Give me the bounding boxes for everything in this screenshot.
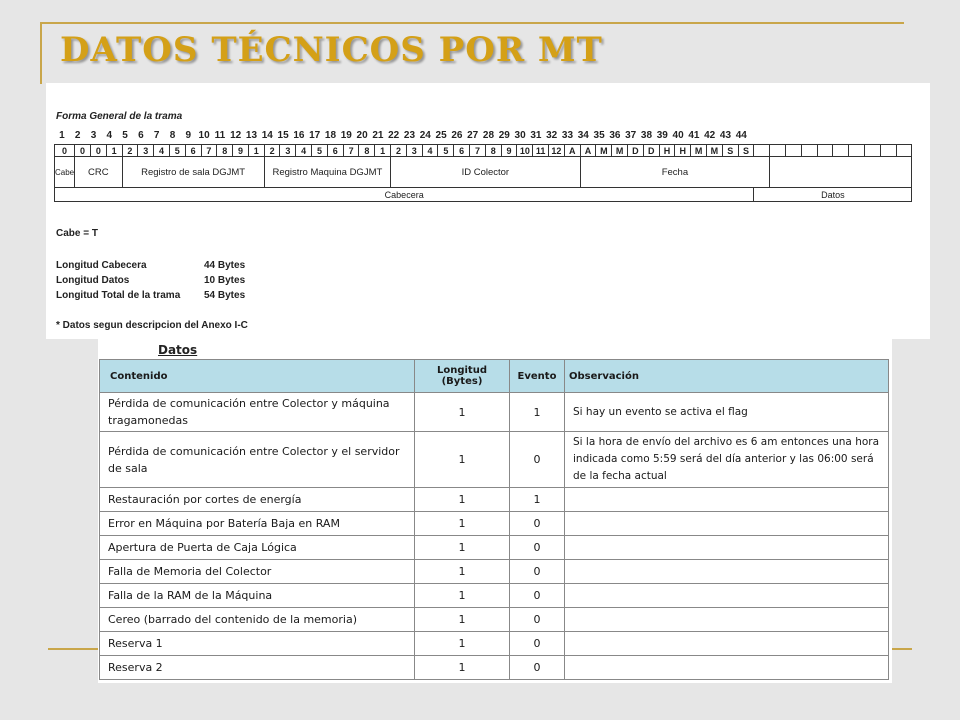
bit-number: 4 <box>106 130 113 141</box>
bit-number: 25 <box>435 130 447 141</box>
frame-cell <box>849 145 865 157</box>
cell-evento: 0 <box>510 584 565 608</box>
bit-number: 26 <box>451 130 463 141</box>
bit-number: 9 <box>185 130 192 141</box>
frame-heading: Forma General de la trama <box>56 111 183 122</box>
frame-cell <box>896 145 912 157</box>
bit-number: 30 <box>514 130 526 141</box>
bottom-rule-left <box>48 648 98 650</box>
cell-observacion <box>565 560 889 584</box>
header-evento: Evento <box>510 360 565 393</box>
cell-observacion <box>565 488 889 512</box>
frame-cell: 7 <box>343 145 359 157</box>
bit-number: 12 <box>230 130 242 141</box>
frame-cell: M <box>596 145 612 157</box>
bit-number: 36 <box>609 130 621 141</box>
frame-cell: 0 <box>75 145 91 157</box>
bit-number: 38 <box>640 130 653 141</box>
bit-number: 3 <box>90 130 97 141</box>
bit-number: 42 <box>704 130 716 141</box>
bit-number: 44 <box>735 130 747 141</box>
segment-crc: CRC <box>75 157 122 188</box>
bit-number: 14 <box>261 130 273 141</box>
cell-observacion <box>565 512 889 536</box>
table-row <box>100 393 889 432</box>
cell-contenido: Restauración por cortes de energía <box>100 488 415 512</box>
cell-evento: 0 <box>510 432 565 488</box>
frame-cell <box>770 145 786 157</box>
frame-table <box>54 144 912 202</box>
cell-observacion <box>565 584 889 608</box>
bit-number: 15 <box>277 130 289 141</box>
bit-number: 35 <box>593 130 605 141</box>
segment-maquina: Registro Maquina DGJMT <box>264 157 390 188</box>
frame-cell: 12 <box>549 145 565 157</box>
frame-cell <box>880 145 896 157</box>
length-label: Longitud Datos <box>56 275 130 286</box>
segment-datos-empty <box>770 157 912 188</box>
frame-cell: A <box>564 145 580 157</box>
cell-contenido: Reserva 1 <box>100 632 415 656</box>
table-row <box>100 608 889 632</box>
bit-number: 27 <box>467 130 479 141</box>
length-datos <box>56 275 246 286</box>
frame-cell: M <box>612 145 628 157</box>
bit-number: 1 <box>59 130 65 141</box>
segment-fecha: Fecha <box>580 157 770 188</box>
table-row <box>100 584 889 608</box>
frame-cell <box>785 145 801 157</box>
length-value: 44 Bytes <box>204 260 246 271</box>
frame-cell: 8 <box>359 145 375 157</box>
frame-cell <box>801 145 817 157</box>
length-value: 10 Bytes <box>204 275 246 286</box>
cell-evento: 0 <box>510 512 565 536</box>
cell-longitud: 1 <box>415 488 510 512</box>
frame-cell <box>864 145 880 157</box>
bit-number: 37 <box>625 130 637 141</box>
cell-contenido: Error en Máquina por Batería Baja en RAM <box>100 512 415 536</box>
cell-longitud: 1 <box>415 608 510 632</box>
frame-cell: 8 <box>217 145 233 157</box>
cell-contenido: Falla de la RAM de la Máquina <box>100 584 415 608</box>
frame-grid <box>54 130 924 212</box>
bit-number: 8 <box>169 130 176 141</box>
frame-cell: 4 <box>422 145 438 157</box>
frame-cell: 4 <box>154 145 170 157</box>
frame-cell: 7 <box>201 145 217 157</box>
cell-observacion <box>565 536 889 560</box>
frame-cell: 5 <box>438 145 454 157</box>
frame-cell: 2 <box>122 145 138 157</box>
cell-evento: 0 <box>510 656 565 680</box>
frame-footnote: * Datos segun descripcion del Anexo I-C <box>56 320 248 331</box>
cell-observacion: Si hay un evento se activa el flag <box>565 393 889 432</box>
table-row <box>100 632 889 656</box>
datos-table-body <box>100 393 889 680</box>
bit-number: 41 <box>688 130 700 141</box>
table-row <box>100 512 889 536</box>
cell-longitud: 1 <box>415 432 510 488</box>
frame-cell: 6 <box>454 145 470 157</box>
frame-group-row <box>55 188 912 202</box>
bit-number: 2 <box>74 130 81 141</box>
cell-longitud: 1 <box>415 560 510 584</box>
length-value: 54 Bytes <box>204 290 246 301</box>
cell-longitud: 1 <box>415 512 510 536</box>
segment-cabe: Cabe <box>55 157 75 188</box>
bit-number: 16 <box>293 130 305 141</box>
bit-number: 13 <box>245 130 258 141</box>
table-row <box>100 656 889 680</box>
cell-observacion: Si la hora de envío del archivo es 6 am entonces una hora indicada como 5:59 será del día anterior y las 06:00 será de la fecha actual <box>565 432 889 488</box>
frame-cell: D <box>643 145 659 157</box>
left-rule <box>40 22 42 84</box>
frame-cell: H <box>675 145 691 157</box>
table-row <box>100 560 889 584</box>
frame-cell: S <box>722 145 738 157</box>
bit-number: 43 <box>719 130 732 141</box>
datos-header-row <box>100 360 889 393</box>
bit-number: 32 <box>546 130 558 141</box>
bit-number: 33 <box>561 130 574 141</box>
group-cabecera: Cabecera <box>55 188 754 202</box>
cell-contenido: Falla de Memoria del Colector <box>100 560 415 584</box>
cell-longitud: 1 <box>415 393 510 432</box>
bit-number: 31 <box>530 130 542 141</box>
cell-longitud: 1 <box>415 632 510 656</box>
segment-colector: ID Colector <box>391 157 581 188</box>
frame-cell: 5 <box>169 145 185 157</box>
table-row <box>100 536 889 560</box>
frame-cell <box>817 145 833 157</box>
frame-cell: 11 <box>533 145 549 157</box>
frame-cell: 5 <box>312 145 328 157</box>
frame-cell: 10 <box>517 145 533 157</box>
frame-segment-row <box>55 157 912 188</box>
bit-number: 11 <box>214 130 226 141</box>
cell-observacion <box>565 608 889 632</box>
frame-cell: 3 <box>138 145 154 157</box>
frame-cell: 0 <box>90 145 106 157</box>
cell-observacion <box>565 656 889 680</box>
top-rule <box>40 22 904 24</box>
bit-number: 18 <box>324 130 337 141</box>
datos-label: Datos <box>158 343 198 357</box>
bit-number: 29 <box>498 130 510 141</box>
cell-longitud: 1 <box>415 536 510 560</box>
cell-longitud: 1 <box>415 656 510 680</box>
frame-cell: 1 <box>375 145 391 157</box>
cell-contenido: Reserva 2 <box>100 656 415 680</box>
frame-cell <box>754 145 770 157</box>
bit-number: 17 <box>309 130 321 141</box>
frame-diagram <box>46 83 930 339</box>
cell-contenido: Cereo (barrado del contenido de la memoria) <box>100 608 415 632</box>
table-row <box>100 432 889 488</box>
frame-cell: 8 <box>485 145 501 157</box>
bit-number: 21 <box>372 130 384 141</box>
cell-evento: 1 <box>510 488 565 512</box>
length-label: Longitud Total de la trama <box>56 290 181 301</box>
bit-number: 24 <box>419 130 431 141</box>
cell-evento: 0 <box>510 632 565 656</box>
datos-table <box>99 359 889 680</box>
bottom-rule-right <box>892 648 912 650</box>
header-longitud: Longitud (Bytes) <box>415 360 510 393</box>
header-observacion: Observación <box>565 360 889 393</box>
frame-cell: 4 <box>296 145 312 157</box>
cell-contenido: Pérdida de comunicación entre Colector y el servidor de sala <box>100 432 415 488</box>
bit-number: 10 <box>198 130 210 141</box>
cell-evento: 0 <box>510 536 565 560</box>
bit-number: 5 <box>122 130 128 141</box>
length-label: Longitud Cabecera <box>56 260 147 271</box>
bit-number: 40 <box>672 130 684 141</box>
bit-number: 19 <box>340 130 352 141</box>
length-total <box>56 290 246 301</box>
frame-cell: A <box>580 145 596 157</box>
bit-number: 22 <box>388 130 400 141</box>
cell-evento: 1 <box>510 393 565 432</box>
frame-cell <box>833 145 849 157</box>
frame-cell: 9 <box>233 145 249 157</box>
frame-cell: H <box>659 145 675 157</box>
cell-evento: 0 <box>510 608 565 632</box>
frame-cell-row <box>55 145 912 157</box>
bit-number: 34 <box>577 130 589 141</box>
frame-cell: M <box>691 145 707 157</box>
frame-cell: D <box>628 145 644 157</box>
frame-cell: 2 <box>391 145 407 157</box>
cell-observacion <box>565 632 889 656</box>
cell-contenido: Pérdida de comunicación entre Colector y máquina tragamonedas <box>100 393 415 432</box>
frame-cell: 9 <box>501 145 517 157</box>
frame-cell: 6 <box>327 145 343 157</box>
cell-longitud: 1 <box>415 584 510 608</box>
frame-cell: 3 <box>406 145 422 157</box>
bit-number: 39 <box>656 130 668 141</box>
header-contenido: Contenido <box>100 360 415 393</box>
frame-cell: 2 <box>264 145 280 157</box>
cell-evento: 0 <box>510 560 565 584</box>
bit-number: 23 <box>403 130 416 141</box>
segment-sala: Registro de sala DGJMT <box>122 157 264 188</box>
bit-number: 20 <box>356 130 368 141</box>
bit-number: 7 <box>153 130 160 141</box>
datos-panel <box>98 339 892 683</box>
bit-number: 28 <box>482 130 495 141</box>
cell-contenido: Apertura de Puerta de Caja Lógica <box>100 536 415 560</box>
frame-cell: 1 <box>106 145 122 157</box>
frame-cell: 7 <box>470 145 486 157</box>
table-row <box>100 488 889 512</box>
length-cabecera <box>56 260 246 271</box>
group-datos: Datos <box>754 188 912 202</box>
frame-cell: 1 <box>248 145 264 157</box>
frame-cell: 0 <box>55 145 75 157</box>
frame-cell: S <box>738 145 754 157</box>
slide-title: DATOS TÉCNICOS POR MT <box>60 30 603 70</box>
bit-number: 6 <box>138 130 144 141</box>
frame-cell: 3 <box>280 145 296 157</box>
frame-cell: M <box>707 145 723 157</box>
cabe-equation: Cabe = T <box>56 228 98 239</box>
frame-cell: 6 <box>185 145 201 157</box>
